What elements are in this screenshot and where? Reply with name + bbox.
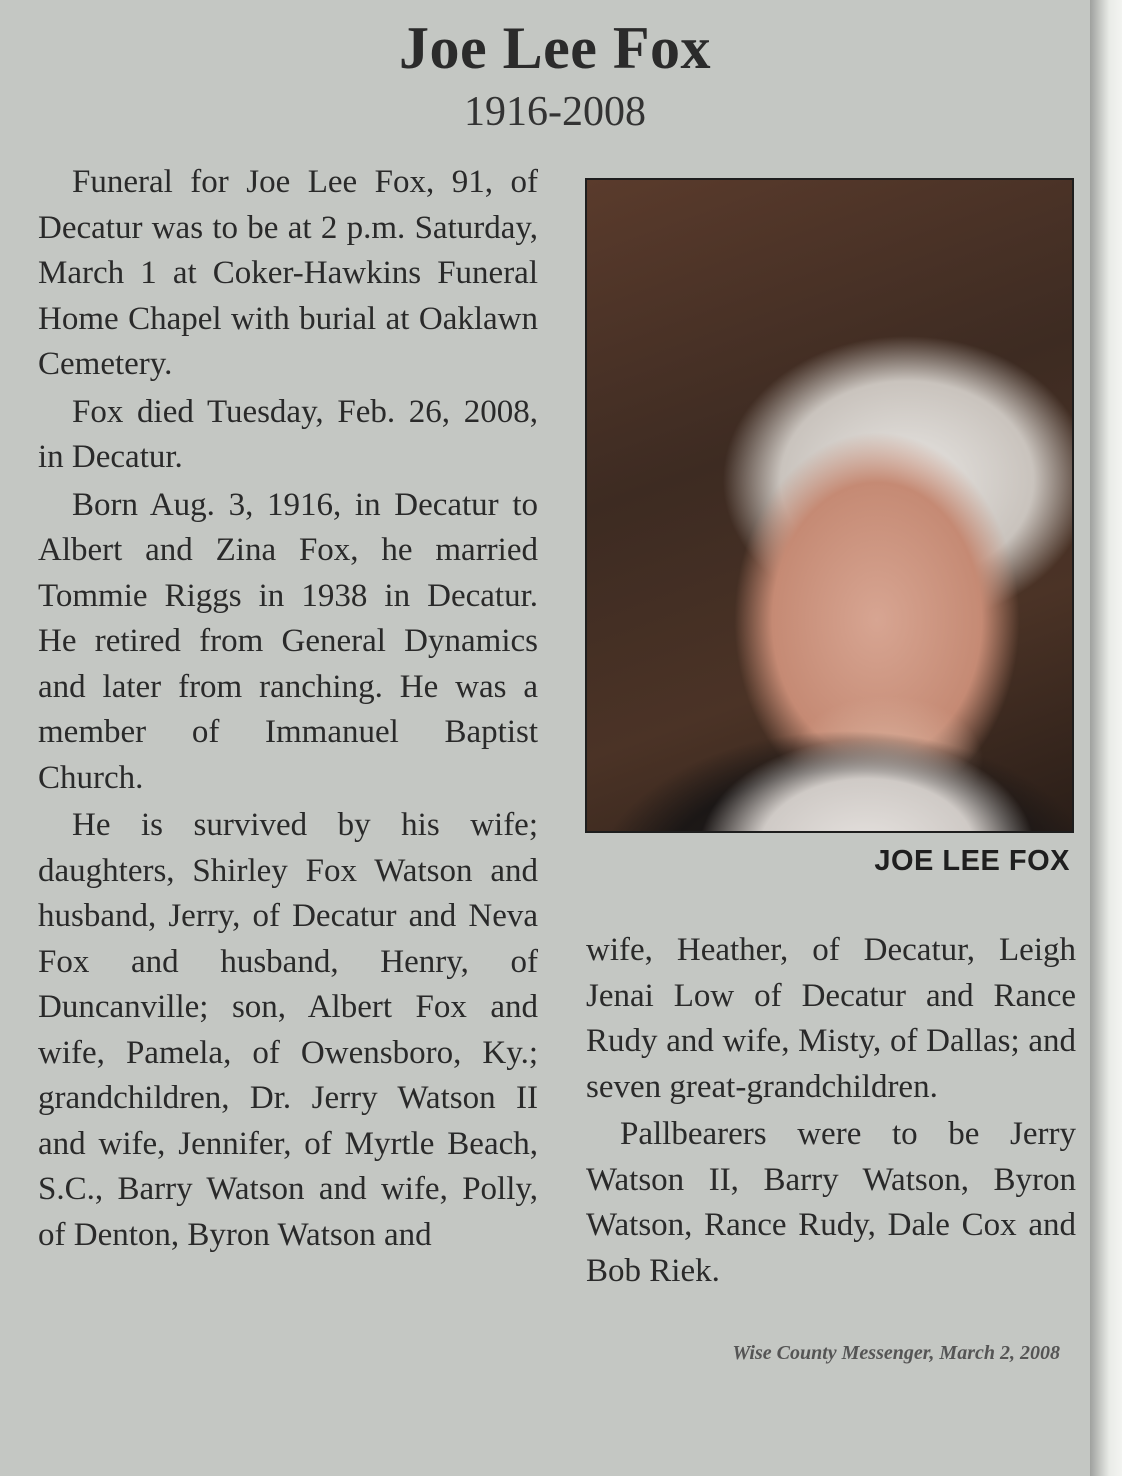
paragraph-survivors-continued: wife, Heather, of Decatur, Leigh Jenai Low of Decatur and Rance Rudy and wife, Misty, of Dallas; and seven great-grandchildren.	[586, 932, 1076, 1105]
paragraph-death: Fox died Tuesday, Feb. 26, 2008, in Decatur.	[38, 393, 538, 475]
source-credit: Wise County Messenger, March 2, 2008	[732, 1342, 1060, 1364]
paragraph-survivors: He is survived by his wife; daughters, Shirley Fox Watson and husband, Jerry, of Decatur and Neva Fox and husband, Henry, of Duncanville; son, Albert Fox and wife, Pamela, of Owensboro, Ky.; grandchildren, Dr. Jerry Watson II and wife, Jennifer, of Myrtle Beach, S.C., Barry Watson and wife, Polly, of Denton, Byron Watson and	[38, 807, 538, 1253]
article-column-left	[38, 160, 538, 1258]
paragraph-pallbearers: Pallbearers were to be Jerry Watson II, Barry Watson, Byron Watson, Rance Rudy, Dale Cox and Bob Riek.	[586, 1116, 1076, 1289]
paragraph-funeral: Funeral for Joe Lee Fox, 91, of Decatur was to be at 2 p.m. Saturday, March 1 at Coker-Hawkins Funeral Home Chapel with burial at Oaklawn Cemetery.	[38, 164, 538, 382]
portrait-shoulders	[587, 661, 1072, 831]
life-dates: 1916-2008	[464, 89, 646, 135]
photo-caption: JOE LEE FOX	[874, 845, 1070, 877]
article-column-right	[586, 928, 1076, 1294]
paper-edge	[1090, 0, 1122, 1476]
obituary-title: Joe Lee Fox	[398, 15, 712, 81]
portrait-photo	[585, 178, 1074, 833]
paragraph-biography: Born Aug. 3, 1916, in Decatur to Albert and Zina Fox, he married Tommie Riggs in 1938 in Decatur. He retired from General Dynamics and later from ranching. He was a member of Immanuel Baptist Church.	[38, 486, 538, 796]
